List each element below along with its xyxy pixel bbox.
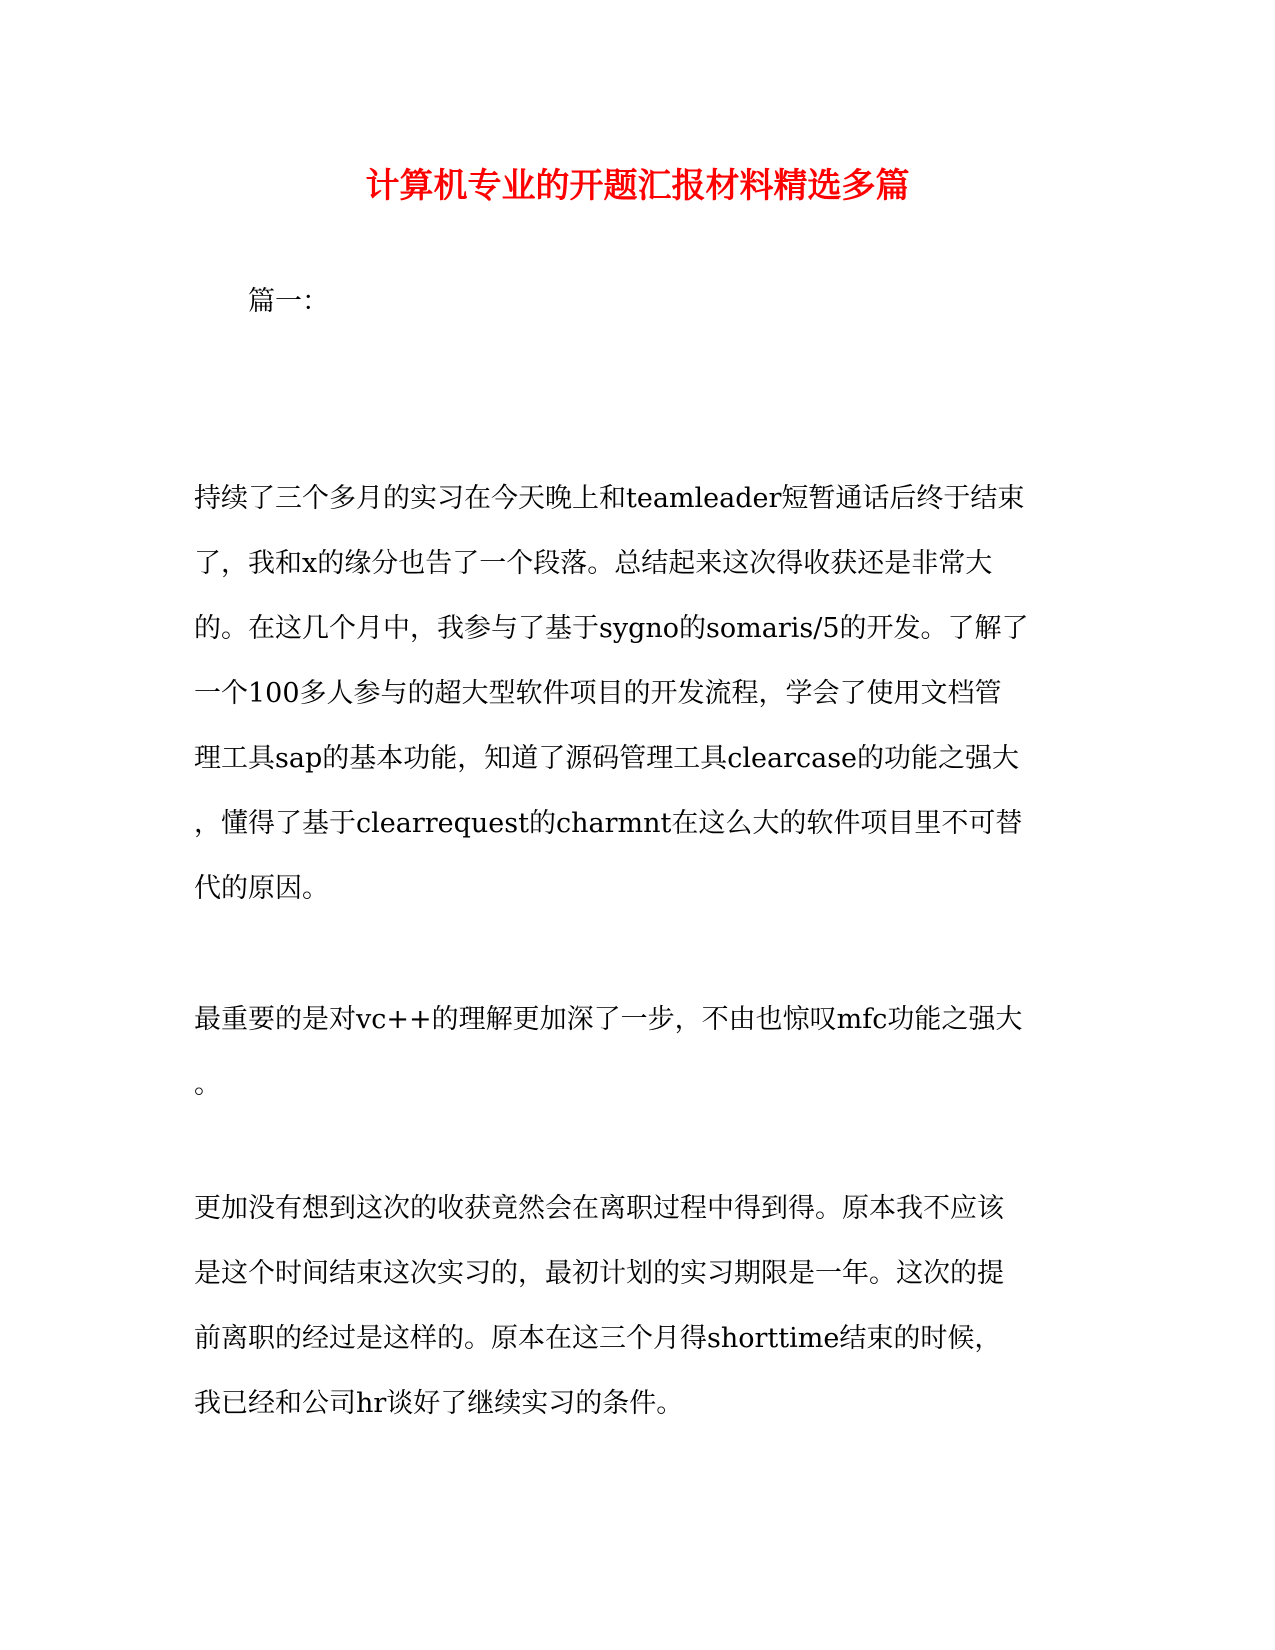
paragraph-line: 我已经和公司hr谈好了继续实习的条件。 [194,1388,684,1419]
document-title: 计算机专业的开题汇报材料精选多篇 [365,166,910,206]
paragraph-line: 前离职的经过是这样的。原本在这三个月得shorttime结束的时候， [194,1323,1002,1354]
paragraph-line: 理工具sap的基本功能，知道了源码管理工具clearcase的功能之强大 [194,743,1020,774]
paragraph-line: 了，我和x的缘分也告了一个段落。总结起来这次得收获还是非常大 [194,548,993,579]
paragraph-line: 的。在这几个月中，我参与了基于sygno的somaris/5的开发。了解了 [194,613,1029,644]
section-label: 篇一： [248,286,329,317]
paragraph-line: 是这个时间结束这次实习的，最初计划的实习期限是一年。这次的提 [194,1258,1004,1289]
paragraph-line: 最重要的是对vc++的理解更加深了一步，不由也惊叹mfc功能之强大 [194,1004,1023,1035]
paragraph-line: 代的原因。 [194,873,329,904]
paragraph-line: 一个100多人参与的超大型软件项目的开发流程，学会了使用文档管 [194,678,1002,709]
paragraph-3 [194,1176,1074,1436]
paragraph-line: ，懂得了基于clearrequest的charmnt在这么大的软件项目里不可替 [194,808,1023,839]
paragraph-line: 持续了三个多月的实习在今天晚上和teamleader短暂通话后终于结束 [194,483,1025,514]
paragraph-line: 。 [194,1069,221,1100]
paragraph-2 [194,987,1074,1117]
paragraph-line: 更加没有想到这次的收获竟然会在离职过程中得到得。原本我不应该 [194,1193,1004,1224]
paragraph-1 [194,466,1074,921]
